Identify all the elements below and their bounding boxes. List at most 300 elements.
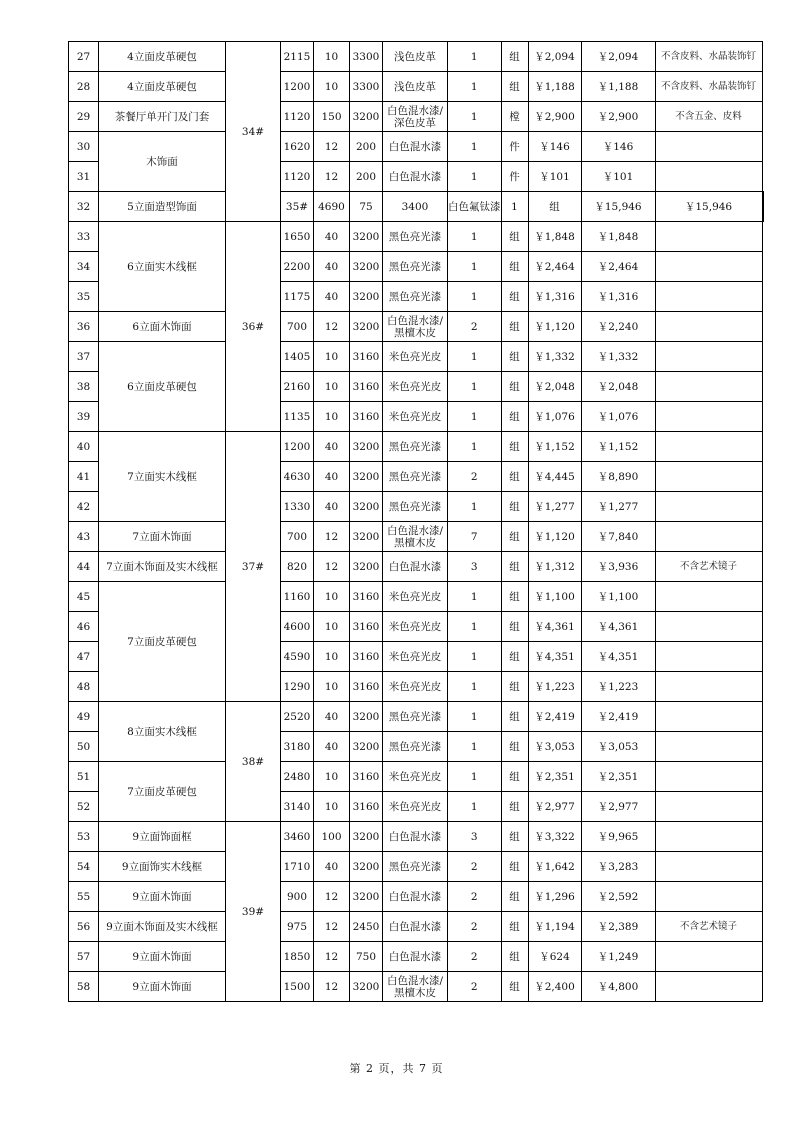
width-cell: 1175 bbox=[281, 282, 314, 312]
remark-cell bbox=[655, 612, 762, 642]
item-name-cell: 5立面造型饰面 bbox=[99, 192, 226, 222]
height-cell: 3200 bbox=[350, 252, 383, 282]
material-cell: 米色亮光皮 bbox=[383, 762, 448, 792]
total-price-cell: ￥2,240 bbox=[581, 312, 655, 342]
material-cell: 白色混水漆 bbox=[383, 882, 448, 912]
table-body bbox=[69, 42, 764, 1002]
material-cell: 米色亮光皮 bbox=[383, 642, 448, 672]
material-cell: 白色混水漆 bbox=[383, 942, 448, 972]
total-price-cell: ￥3,936 bbox=[581, 552, 655, 582]
row-number-cell: 36 bbox=[69, 312, 99, 342]
unit-cell: 组 bbox=[501, 342, 528, 372]
unit-price-cell: ￥1,848 bbox=[528, 222, 581, 252]
unit-cell: 组 bbox=[501, 762, 528, 792]
height-cell: 3160 bbox=[350, 792, 383, 822]
item-name-cell: 9立面木饰面 bbox=[99, 972, 226, 1002]
remark-cell: 不含皮料、水晶装饰钉 bbox=[655, 72, 762, 102]
unit-cell: 组 bbox=[501, 522, 528, 552]
row-number-cell: 41 bbox=[69, 462, 99, 492]
width-cell: 3180 bbox=[281, 732, 314, 762]
unit-price-cell: ￥2,400 bbox=[528, 972, 581, 1002]
table-row bbox=[69, 972, 764, 1002]
material-cell: 白色混水漆 bbox=[383, 822, 448, 852]
material-cell: 黑色亮光漆 bbox=[383, 432, 448, 462]
material-cell: 黑色亮光漆 bbox=[383, 852, 448, 882]
remark-cell bbox=[655, 972, 762, 1002]
item-name-cell: 4立面皮革硬包 bbox=[99, 42, 226, 72]
height-cell: 3200 bbox=[350, 972, 383, 1002]
total-price-cell: ￥1,332 bbox=[581, 342, 655, 372]
height-cell: 3200 bbox=[350, 102, 383, 132]
remark-cell: 不含艺术镜子 bbox=[655, 912, 762, 942]
height-cell: 2450 bbox=[350, 912, 383, 942]
quantity-cell: 2 bbox=[448, 462, 502, 492]
unit-cell: 组 bbox=[501, 942, 528, 972]
height-cell: 3160 bbox=[350, 672, 383, 702]
height-cell: 3160 bbox=[350, 372, 383, 402]
total-price-cell: ￥1,223 bbox=[581, 672, 655, 702]
item-name-cell: 9立面木饰面 bbox=[99, 942, 226, 972]
quantity-cell: 1 bbox=[448, 762, 502, 792]
quantity-cell: 1 bbox=[448, 282, 502, 312]
table-row bbox=[69, 882, 764, 912]
remark-cell bbox=[655, 852, 762, 882]
remark-cell bbox=[655, 312, 762, 342]
depth-cell: 40 bbox=[314, 732, 350, 762]
table-row bbox=[69, 432, 764, 462]
width-cell: 1160 bbox=[281, 582, 314, 612]
depth-cell: 40 bbox=[314, 222, 350, 252]
material-cell: 黑色亮光漆 bbox=[383, 702, 448, 732]
remark-cell bbox=[655, 942, 762, 972]
total-price-cell: ￥15,946 bbox=[655, 192, 762, 222]
depth-cell: 12 bbox=[314, 132, 350, 162]
material-cell: 黑色亮光漆 bbox=[383, 732, 448, 762]
unit-cell: 组 bbox=[501, 582, 528, 612]
depth-cell: 12 bbox=[314, 312, 350, 342]
row-number-cell: 53 bbox=[69, 822, 99, 852]
unit-price-cell: ￥1,223 bbox=[528, 672, 581, 702]
item-name-cell: 7立面木饰面及实木线框 bbox=[99, 552, 226, 582]
unit-price-cell: ￥3,322 bbox=[528, 822, 581, 852]
unit-price-cell: ￥1,120 bbox=[528, 522, 581, 552]
height-cell: 3200 bbox=[350, 822, 383, 852]
item-name-cell: 9立面饰面框 bbox=[99, 822, 226, 852]
remark-cell bbox=[655, 522, 762, 552]
unit-cell: 组 bbox=[528, 192, 581, 222]
quantity-cell: 1 bbox=[448, 342, 502, 372]
total-price-cell: ￥2,977 bbox=[581, 792, 655, 822]
total-price-cell: ￥1,848 bbox=[581, 222, 655, 252]
height-cell: 3200 bbox=[350, 552, 383, 582]
quotation-table bbox=[68, 41, 764, 1002]
table-row bbox=[69, 702, 764, 732]
row-number-cell: 29 bbox=[69, 102, 99, 132]
item-name-cell: 6立面实木线框 bbox=[99, 222, 226, 312]
row-number-cell: 45 bbox=[69, 582, 99, 612]
unit-price-cell: ￥146 bbox=[528, 132, 581, 162]
quantity-cell: 2 bbox=[448, 852, 502, 882]
table-row bbox=[69, 312, 764, 342]
unit-cell: 组 bbox=[501, 222, 528, 252]
unit-cell: 组 bbox=[501, 822, 528, 852]
table-row bbox=[69, 342, 764, 372]
depth-cell: 12 bbox=[314, 522, 350, 552]
material-cell: 白色混水漆/黑檀木皮 bbox=[383, 972, 448, 1002]
item-name-cell: 木饰面 bbox=[99, 132, 226, 192]
unit-price-cell: ￥1,152 bbox=[528, 432, 581, 462]
total-price-cell: ￥3,283 bbox=[581, 852, 655, 882]
quantity-cell: 1 bbox=[448, 42, 502, 72]
table-row bbox=[69, 72, 764, 102]
unit-price-cell: ￥4,445 bbox=[528, 462, 581, 492]
unit-cell: 组 bbox=[501, 312, 528, 342]
unit-price-cell: ￥1,076 bbox=[528, 402, 581, 432]
remark-cell bbox=[655, 582, 762, 612]
unit-price-cell: ￥2,900 bbox=[528, 102, 581, 132]
unit-cell: 组 bbox=[501, 402, 528, 432]
unit-cell: 组 bbox=[501, 882, 528, 912]
width-cell: 1500 bbox=[281, 972, 314, 1002]
remark-cell bbox=[655, 642, 762, 672]
row-number-cell: 54 bbox=[69, 852, 99, 882]
total-price-cell: ￥1,100 bbox=[581, 582, 655, 612]
remark-cell bbox=[655, 282, 762, 312]
remark-cell: 不含艺术镜子 bbox=[655, 552, 762, 582]
quantity-cell: 1 bbox=[448, 252, 502, 282]
quantity-cell: 2 bbox=[448, 972, 502, 1002]
unit-cell: 组 bbox=[501, 972, 528, 1002]
row-number-cell: 44 bbox=[69, 552, 99, 582]
unit-cell: 组 bbox=[501, 252, 528, 282]
quantity-cell: 1 bbox=[448, 732, 502, 762]
quantity-cell: 1 bbox=[448, 102, 502, 132]
material-cell: 米色亮光皮 bbox=[383, 612, 448, 642]
material-cell: 黑色亮光漆 bbox=[383, 462, 448, 492]
table-row bbox=[69, 42, 764, 72]
depth-cell: 10 bbox=[314, 792, 350, 822]
total-price-cell: ￥3,053 bbox=[581, 732, 655, 762]
row-number-cell: 57 bbox=[69, 942, 99, 972]
page-footer: 第 2 页，共 7 页 bbox=[349, 1062, 444, 1075]
height-cell: 750 bbox=[350, 942, 383, 972]
quantity-cell: 3 bbox=[448, 822, 502, 852]
row-number-cell: 49 bbox=[69, 702, 99, 732]
unit-cell: 组 bbox=[501, 72, 528, 102]
depth-cell: 10 bbox=[314, 582, 350, 612]
width-cell: 1120 bbox=[281, 162, 314, 192]
row-number-cell: 56 bbox=[69, 912, 99, 942]
row-number-cell: 30 bbox=[69, 132, 99, 162]
row-number-cell: 34 bbox=[69, 252, 99, 282]
height-cell: 3300 bbox=[350, 42, 383, 72]
remark-cell: 不含五金、皮料 bbox=[655, 102, 762, 132]
row-number-cell: 51 bbox=[69, 762, 99, 792]
material-cell: 黑色亮光漆 bbox=[383, 222, 448, 252]
total-price-cell: ￥2,419 bbox=[581, 702, 655, 732]
height-cell: 3160 bbox=[350, 612, 383, 642]
width-cell: 3460 bbox=[281, 822, 314, 852]
remark-cell bbox=[655, 792, 762, 822]
depth-cell: 12 bbox=[314, 552, 350, 582]
remark-cell bbox=[655, 372, 762, 402]
material-cell: 白色混水漆 bbox=[383, 162, 448, 192]
quantity-cell: 1 bbox=[448, 372, 502, 402]
height-cell: 200 bbox=[350, 132, 383, 162]
unit-price-cell: ￥2,977 bbox=[528, 792, 581, 822]
remark-cell bbox=[655, 402, 762, 432]
remark-cell: 不含皮料、水晶装饰钉 bbox=[655, 42, 762, 72]
depth-cell: 10 bbox=[314, 612, 350, 642]
width-cell: 1330 bbox=[281, 492, 314, 522]
table-row bbox=[69, 942, 764, 972]
row-number-cell: 27 bbox=[69, 42, 99, 72]
unit-cell: 组 bbox=[501, 672, 528, 702]
height-cell: 3160 bbox=[350, 402, 383, 432]
material-cell: 白色混水漆/深色皮革 bbox=[383, 102, 448, 132]
material-cell: 白色混水漆 bbox=[383, 132, 448, 162]
width-cell: 1200 bbox=[281, 432, 314, 462]
width-cell: 1135 bbox=[281, 402, 314, 432]
unit-cell: 件 bbox=[501, 132, 528, 162]
unit-cell: 组 bbox=[501, 372, 528, 402]
material-cell: 米色亮光皮 bbox=[383, 402, 448, 432]
quantity-cell: 1 bbox=[448, 582, 502, 612]
unit-cell: 组 bbox=[501, 552, 528, 582]
height-cell: 3200 bbox=[350, 492, 383, 522]
unit-cell: 组 bbox=[501, 612, 528, 642]
total-price-cell: ￥2,094 bbox=[581, 42, 655, 72]
remark-cell bbox=[655, 462, 762, 492]
unit-cell: 樘 bbox=[501, 102, 528, 132]
total-price-cell: ￥4,361 bbox=[581, 612, 655, 642]
quantity-cell: 2 bbox=[448, 882, 502, 912]
quantity-cell: 1 bbox=[448, 132, 502, 162]
unit-price-cell: ￥15,946 bbox=[581, 192, 655, 222]
total-price-cell: ￥1,076 bbox=[581, 402, 655, 432]
row-number-cell: 37 bbox=[69, 342, 99, 372]
remark-cell bbox=[655, 672, 762, 702]
unit-price-cell: ￥1,296 bbox=[528, 882, 581, 912]
material-cell: 米色亮光皮 bbox=[383, 342, 448, 372]
quantity-cell: 1 bbox=[448, 612, 502, 642]
drawing-code-cell: 37# bbox=[226, 432, 281, 702]
remark-cell bbox=[655, 732, 762, 762]
material-cell: 米色亮光皮 bbox=[383, 672, 448, 702]
total-price-cell: ￥4,351 bbox=[581, 642, 655, 672]
row-number-cell: 33 bbox=[69, 222, 99, 252]
total-price-cell: ￥2,464 bbox=[581, 252, 655, 282]
unit-price-cell: ￥101 bbox=[528, 162, 581, 192]
unit-price-cell: ￥1,312 bbox=[528, 552, 581, 582]
remark-cell bbox=[655, 342, 762, 372]
unit-price-cell: ￥2,048 bbox=[528, 372, 581, 402]
row-number-cell: 47 bbox=[69, 642, 99, 672]
depth-cell: 40 bbox=[314, 852, 350, 882]
material-cell: 白色混水漆 bbox=[383, 552, 448, 582]
height-cell: 3200 bbox=[350, 462, 383, 492]
table-row bbox=[69, 912, 764, 942]
row-number-cell: 42 bbox=[69, 492, 99, 522]
item-name-cell: 6立面皮革硬包 bbox=[99, 342, 226, 432]
depth-cell: 10 bbox=[314, 762, 350, 792]
remark-cell bbox=[655, 132, 762, 162]
unit-price-cell: ￥624 bbox=[528, 942, 581, 972]
unit-price-cell: ￥2,094 bbox=[528, 42, 581, 72]
material-cell: 米色亮光皮 bbox=[383, 582, 448, 612]
material-cell: 黑色亮光漆 bbox=[383, 282, 448, 312]
item-name-cell: 7立面皮革硬包 bbox=[99, 762, 226, 822]
item-name-cell: 9立面木饰面 bbox=[99, 882, 226, 912]
quantity-cell: 2 bbox=[448, 942, 502, 972]
total-price-cell: ￥2,900 bbox=[581, 102, 655, 132]
unit-price-cell: ￥2,464 bbox=[528, 252, 581, 282]
row-number-cell: 58 bbox=[69, 972, 99, 1002]
height-cell: 3200 bbox=[350, 852, 383, 882]
quantity-cell: 1 bbox=[501, 192, 528, 222]
total-price-cell: ￥1,249 bbox=[581, 942, 655, 972]
row-number-cell: 43 bbox=[69, 522, 99, 552]
row-number-cell: 50 bbox=[69, 732, 99, 762]
remark-cell bbox=[655, 492, 762, 522]
item-name-cell: 8立面实木线框 bbox=[99, 702, 226, 762]
remark-cell bbox=[655, 702, 762, 732]
width-cell: 4590 bbox=[281, 642, 314, 672]
remark-cell bbox=[655, 432, 762, 462]
material-cell: 黑色亮光漆 bbox=[383, 492, 448, 522]
height-cell: 200 bbox=[350, 162, 383, 192]
height-cell: 3200 bbox=[350, 282, 383, 312]
unit-price-cell: ￥2,419 bbox=[528, 702, 581, 732]
material-cell: 米色亮光皮 bbox=[383, 792, 448, 822]
width-cell: 3140 bbox=[281, 792, 314, 822]
unit-cell: 组 bbox=[501, 282, 528, 312]
table-row bbox=[69, 192, 764, 222]
unit-cell: 组 bbox=[501, 42, 528, 72]
quantity-cell: 2 bbox=[448, 912, 502, 942]
depth-cell: 12 bbox=[314, 972, 350, 1002]
depth-cell: 40 bbox=[314, 432, 350, 462]
width-cell: 1850 bbox=[281, 942, 314, 972]
drawing-code-cell: 35# bbox=[281, 192, 314, 222]
quantity-cell: 1 bbox=[448, 792, 502, 822]
width-cell: 4690 bbox=[314, 192, 350, 222]
table-row bbox=[69, 522, 764, 552]
height-cell: 3400 bbox=[383, 192, 448, 222]
quantity-cell: 1 bbox=[448, 432, 502, 462]
table-row bbox=[69, 852, 764, 882]
width-cell: 975 bbox=[281, 912, 314, 942]
drawing-code-cell: 39# bbox=[226, 822, 281, 1002]
total-price-cell: ￥2,048 bbox=[581, 372, 655, 402]
row-number-cell: 55 bbox=[69, 882, 99, 912]
quantity-cell: 1 bbox=[448, 492, 502, 522]
height-cell: 3160 bbox=[350, 642, 383, 672]
material-cell: 白色混水漆 bbox=[383, 912, 448, 942]
table-row bbox=[69, 582, 764, 612]
item-name-cell: 4立面皮革硬包 bbox=[99, 72, 226, 102]
quantity-cell: 1 bbox=[448, 162, 502, 192]
material-cell: 浅色皮革 bbox=[383, 72, 448, 102]
total-price-cell: ￥1,152 bbox=[581, 432, 655, 462]
table-row bbox=[69, 102, 764, 132]
total-price-cell: ￥2,351 bbox=[581, 762, 655, 792]
width-cell: 2160 bbox=[281, 372, 314, 402]
item-name-cell: 7立面实木线框 bbox=[99, 432, 226, 522]
quantity-cell: 1 bbox=[448, 672, 502, 702]
depth-cell: 10 bbox=[314, 372, 350, 402]
unit-cell: 组 bbox=[501, 642, 528, 672]
quantity-cell: 1 bbox=[448, 702, 502, 732]
depth-cell: 10 bbox=[314, 42, 350, 72]
height-cell: 3200 bbox=[350, 702, 383, 732]
material-cell: 米色亮光皮 bbox=[383, 372, 448, 402]
height-cell: 3160 bbox=[350, 342, 383, 372]
depth-cell: 12 bbox=[314, 882, 350, 912]
width-cell: 2520 bbox=[281, 702, 314, 732]
table-row bbox=[69, 762, 764, 792]
depth-cell: 40 bbox=[314, 492, 350, 522]
total-price-cell: ￥101 bbox=[581, 162, 655, 192]
unit-price-cell: ￥3,053 bbox=[528, 732, 581, 762]
row-number-cell: 32 bbox=[69, 192, 99, 222]
height-cell: 3200 bbox=[350, 522, 383, 552]
unit-price-cell: ￥4,351 bbox=[528, 642, 581, 672]
row-number-cell: 46 bbox=[69, 612, 99, 642]
width-cell: 700 bbox=[281, 522, 314, 552]
total-price-cell: ￥146 bbox=[581, 132, 655, 162]
width-cell: 1120 bbox=[281, 102, 314, 132]
item-name-cell: 7立面皮革硬包 bbox=[99, 582, 226, 702]
drawing-code-cell: 34# bbox=[226, 42, 281, 222]
remark-cell bbox=[655, 222, 762, 252]
total-price-cell: ￥1,188 bbox=[581, 72, 655, 102]
quantity-cell: 1 bbox=[448, 642, 502, 672]
material-cell: 白色混水漆/黑檀木皮 bbox=[383, 522, 448, 552]
width-cell: 1710 bbox=[281, 852, 314, 882]
height-cell: 3300 bbox=[350, 72, 383, 102]
row-number-cell: 38 bbox=[69, 372, 99, 402]
quantity-cell: 1 bbox=[448, 72, 502, 102]
unit-cell: 组 bbox=[501, 492, 528, 522]
item-name-cell: 6立面木饰面 bbox=[99, 312, 226, 342]
width-cell: 1650 bbox=[281, 222, 314, 252]
table-row bbox=[69, 222, 764, 252]
row-number-cell: 40 bbox=[69, 432, 99, 462]
depth-cell: 10 bbox=[314, 342, 350, 372]
unit-cell: 组 bbox=[501, 912, 528, 942]
drawing-code-cell: 36# bbox=[226, 222, 281, 432]
unit-price-cell: ￥1,100 bbox=[528, 582, 581, 612]
item-name-cell: 9立面饰实木线框 bbox=[99, 852, 226, 882]
depth-cell: 100 bbox=[314, 822, 350, 852]
row-number-cell: 28 bbox=[69, 72, 99, 102]
total-price-cell: ￥9,965 bbox=[581, 822, 655, 852]
depth-cell: 40 bbox=[314, 252, 350, 282]
unit-price-cell: ￥1,642 bbox=[528, 852, 581, 882]
unit-price-cell: ￥1,120 bbox=[528, 312, 581, 342]
width-cell: 900 bbox=[281, 882, 314, 912]
total-price-cell: ￥2,389 bbox=[581, 912, 655, 942]
row-number-cell: 52 bbox=[69, 792, 99, 822]
total-price-cell: ￥2,592 bbox=[581, 882, 655, 912]
width-cell: 2115 bbox=[281, 42, 314, 72]
table-row bbox=[69, 132, 764, 162]
depth-cell: 40 bbox=[314, 462, 350, 492]
height-cell: 3160 bbox=[350, 582, 383, 612]
width-cell: 2480 bbox=[281, 762, 314, 792]
unit-price-cell: ￥2,351 bbox=[528, 762, 581, 792]
